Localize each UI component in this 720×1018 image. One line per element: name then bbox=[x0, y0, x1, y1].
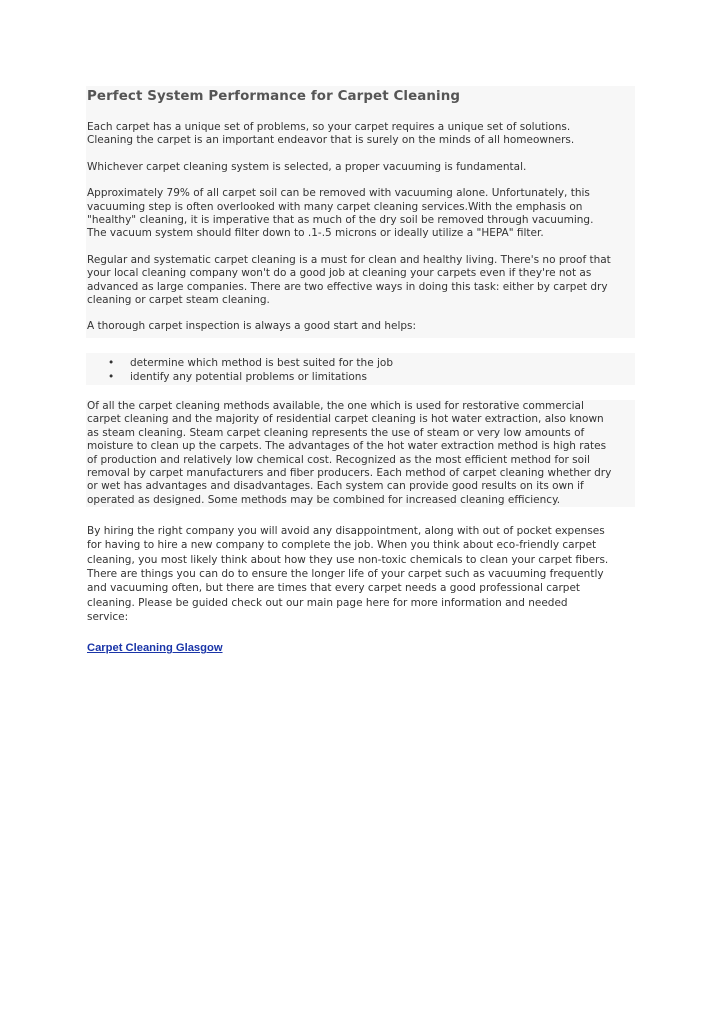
paragraph-line: or wet has advantages and disadvantages. Each system can provide good results on its own if bbox=[87, 480, 584, 493]
paragraph-line: Regular and systematic carpet cleaning is a must for clean and healthy living. There's no proof that bbox=[87, 253, 611, 266]
paragraph-line: "healthy" cleaning, it is imperative that as much of the dry soil be removed through vacuuming. bbox=[87, 214, 594, 227]
bullet-list-section bbox=[86, 353, 635, 385]
list-item-text: determine which method is best suited for the job bbox=[130, 356, 393, 369]
page-title: Perfect System Performance for Carpet Cleaning bbox=[87, 89, 461, 104]
paragraph-line: moisture to clean up the carpets. The advantages of the hot water extraction method is high rates bbox=[87, 440, 607, 453]
paragraph-line: Whichever carpet cleaning system is selected, a proper vacuuming is fundamental. bbox=[87, 160, 527, 173]
paragraph-2 bbox=[86, 161, 635, 174]
paragraph-4 bbox=[86, 254, 635, 308]
paragraph-line: your local cleaning company won't do a good job at cleaning your carpets even if they're not as bbox=[87, 267, 592, 280]
paragraph-line: cleaning. Please be guided check out our main page here for more information and needed bbox=[87, 596, 568, 609]
list-item-text: identify any potential problems or limitations bbox=[130, 371, 367, 384]
paragraph-line: vacuuming step is often overlooked with many carpet cleaning services.With the emphasis on bbox=[87, 200, 583, 213]
carpet-cleaning-glasgow-link[interactable]: Carpet Cleaning Glasgow bbox=[87, 642, 223, 655]
paragraph-line: There are things you can do to ensure the longer life of your carpet such as vacuuming frequently bbox=[87, 568, 604, 581]
paragraph-line: The vacuum system should filter down to .1-.5 microns or ideally utilize a "HEPA" filter. bbox=[87, 227, 544, 240]
paragraph-line: cleaning or carpet steam cleaning. bbox=[87, 294, 270, 307]
paragraph-line: By hiring the right company you will avoid any disappointment, along with out of pocket expenses bbox=[87, 525, 605, 538]
paragraph-line: for having to hire a new company to complete the job. When you think about eco-friendly carpet bbox=[87, 539, 597, 552]
paragraph-7 bbox=[86, 524, 635, 624]
paragraph-line: as steam cleaning. Steam carpet cleaning represents the use of steam or very low amounts of bbox=[87, 426, 585, 439]
paragraph-line: Approximately 79% of all carpet soil can be removed with vacuuming alone. Unfortunately, this bbox=[87, 187, 590, 200]
paragraph-line: cleaning, you most likely think about how they use non-toxic chemicals to clean your carpet fibers. bbox=[87, 553, 609, 566]
paragraph-line: operated as designed. Some methods may be combined for increased cleaning efficiency. bbox=[87, 493, 561, 506]
paragraph-line: Cleaning the carpet is an important endeavor that is surely on the minds of all homeowners. bbox=[87, 134, 575, 147]
bullet-icon: • bbox=[108, 371, 115, 384]
paragraph-line: advanced as large companies. There are two effective ways in doing this task: either by carpet dry bbox=[87, 280, 608, 293]
paragraph-line: Each carpet has a unique set of problems, so your carpet requires a unique set of solutions. bbox=[87, 121, 571, 133]
paragraph-6 bbox=[86, 400, 635, 507]
document-body bbox=[86, 86, 635, 655]
shaded-section-top bbox=[86, 86, 635, 338]
paragraph-line: A thorough carpet inspection is always a good start and helps: bbox=[87, 320, 417, 333]
paragraph-line: removal by carpet manufacturers and fiber producers. Each method of carpet cleaning whether dry bbox=[87, 466, 612, 479]
bullet-icon: • bbox=[108, 356, 115, 369]
inspection-list bbox=[86, 353, 635, 385]
list-item bbox=[86, 370, 635, 385]
paragraph-1 bbox=[86, 121, 635, 148]
paragraph-line: service: bbox=[87, 610, 129, 623]
paragraph-line: Of all the carpet cleaning methods available, the one which is used for restorative commercial bbox=[87, 399, 584, 412]
paragraph-line: of production and relatively low chemical cost. Recognized as the most efficient method for soil bbox=[87, 453, 590, 466]
paragraph-3 bbox=[86, 187, 635, 241]
paragraph-line: carpet cleaning and the majority of residential carpet cleaning is hot water extraction, also known bbox=[87, 413, 604, 426]
paragraph-line: and vacuuming often, but there are times that every carpet needs a good professional carpet bbox=[87, 582, 581, 595]
list-item bbox=[86, 356, 635, 371]
shaded-section-methods bbox=[86, 400, 635, 507]
paragraph-5 bbox=[86, 320, 635, 337]
